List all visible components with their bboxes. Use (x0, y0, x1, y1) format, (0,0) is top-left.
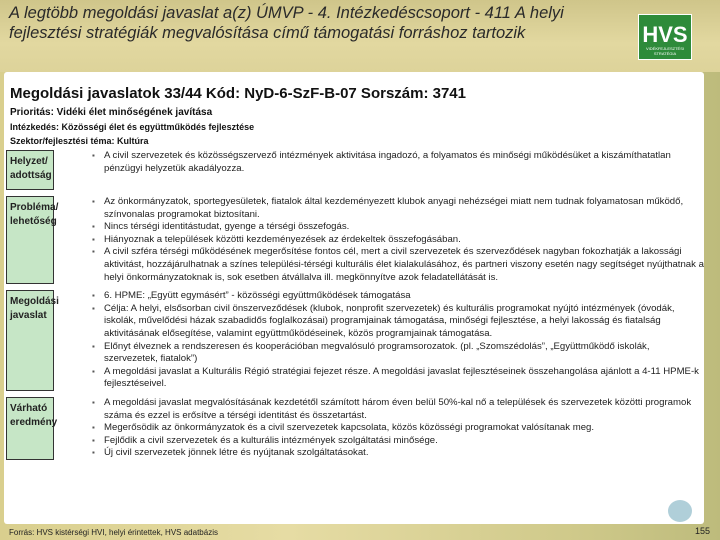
proposal-heading: Megoldási javaslatok 33/44 Kód: NyD-6-SzF-B-07 Sorszám: 3741 (10, 85, 466, 102)
section-result (6, 397, 704, 460)
hvs-logo (638, 14, 692, 60)
result-list (92, 397, 704, 460)
list-item: ▪ Hiányoznak a települések közötti kezdeményezések az érdekeltek összefogásában. (92, 234, 704, 247)
priority: Prioritás: Vidéki élet minőségének javítása (10, 107, 213, 118)
label-solution: Megoldási javaslat (6, 290, 54, 391)
list-item: ▪ Fejlődik a civil szervezetek és a kulturális intézmények szolgáltatási minősége. (92, 435, 704, 448)
list-item: ▪ A civil szféra térségi működésének megerősítése fontos cél, mert a civil szervezetek és szerveződések nagyban fokozhatják a lakossági aktivitást, hozzájárulhatnak a színes települési-térségi kulturális élet kialakulásához, és partneri viszony esetén nagy segítséget nyújthatnak a helyi önkormányzatoknak is, sok esetben átvállalva ill. megkönnyítve azok feladatellátását is. (92, 246, 704, 284)
list-item: ▪ Az önkormányzatok, sportegyesületek, fiatalok által kezdeményezett klubok anyagi nehézségei miatt nem tudnak folyamatosan működő, színvonalas programokat biztosítani. (92, 196, 704, 221)
list-item: ▪ Előnyt élveznek a rendszeresen és kooperációban megvalósuló programsorozatok. (pl. „Szomszédolás”, „Együttműködő iskolák, szervezetek, fiatalok”) (92, 341, 704, 366)
page-title: A legtöbb megoldási javaslat a(z) ÚMVP - 4. Intézkedéscsoport - 411 A helyi fejlesztési stratégiák megvalósítása című támogatási forráshoz tartozik (9, 4, 564, 42)
section-problem (6, 196, 704, 284)
list-item: ▪ A civil szervezetek és közösségszervező intézmények aktivitása ingadozó, a folyamatos és minőségi működésüket a kiszámíthatatlan pénzügyi helyzetük akadályozza. (92, 150, 704, 175)
seal-logo (668, 500, 692, 522)
measure: Intézkedés: Közösségi élet és együttműködés fejlesztése (10, 122, 255, 132)
list-item: ▪ Új civil szervezetek jönnek létre és nyújtanak szolgáltatásokat. (92, 447, 704, 460)
list-item: ▪ A megoldási javaslat megvalósításának kezdetétől számított három éven belül 50%-kal nő a települések és szervezetek közötti programok száma és ezzel is erősítve a térségi identitást és összetartást. (92, 397, 704, 422)
page-number: 155 (695, 526, 711, 536)
section-situation (6, 150, 704, 190)
label-result: Várható eredmény (6, 397, 54, 460)
list-item: ▪ Megerősödik az önkormányzatok és a civil szervezetek kapcsolata, közös közösségi programokat valósítanak meg. (92, 422, 704, 435)
sector: Szektor/fejlesztési téma: Kultúra (10, 136, 149, 146)
source-footer: Forrás: HVS kistérségi HVI, helyi érintettek, HVS adatbázis (9, 528, 218, 537)
list-item: ▪ A megoldási javaslat a Kulturális Régió stratégiai fejezet része. A megoldási javaslat fejlesztéseinek összehangolása ajánlott a 4-11 HPME-k fejlesztéseivel. (92, 366, 704, 391)
section-solution (6, 290, 704, 391)
list-item: ▪ Célja: A helyi, elsősorban civil önszerveződések (klubok, nonprofit szervezetek) és kulturális programokat nyújtó intézmények (óvodák, iskolák, művelődési házak szabadidős foglalkozásai) programjainak támogatása, minőségi fejlesztése, a helyi lakosság és fiatalság aktivitásának elősegítése, valamint együttműködéseinek, közös programjainak támogatása. (92, 303, 704, 341)
sections (6, 150, 704, 460)
list-item: ▪ Nincs térségi identitástudat, gyenge a térségi összefogás. (92, 221, 704, 234)
problem-list (92, 196, 704, 284)
logo-subtitle: VIDÉKFEJLESZTÉSI STRATÉGIA (645, 46, 684, 56)
label-situation: Helyzet/ adottság (6, 150, 54, 190)
situation-list (92, 150, 704, 190)
logo-text: HVS (642, 22, 688, 47)
label-problem: Probléma/ lehetőség (6, 196, 54, 284)
list-item: ▪ 6. HPME: „Együtt egymásért” - közösségi együttműködések támogatása (92, 290, 704, 303)
solution-list (92, 290, 704, 391)
